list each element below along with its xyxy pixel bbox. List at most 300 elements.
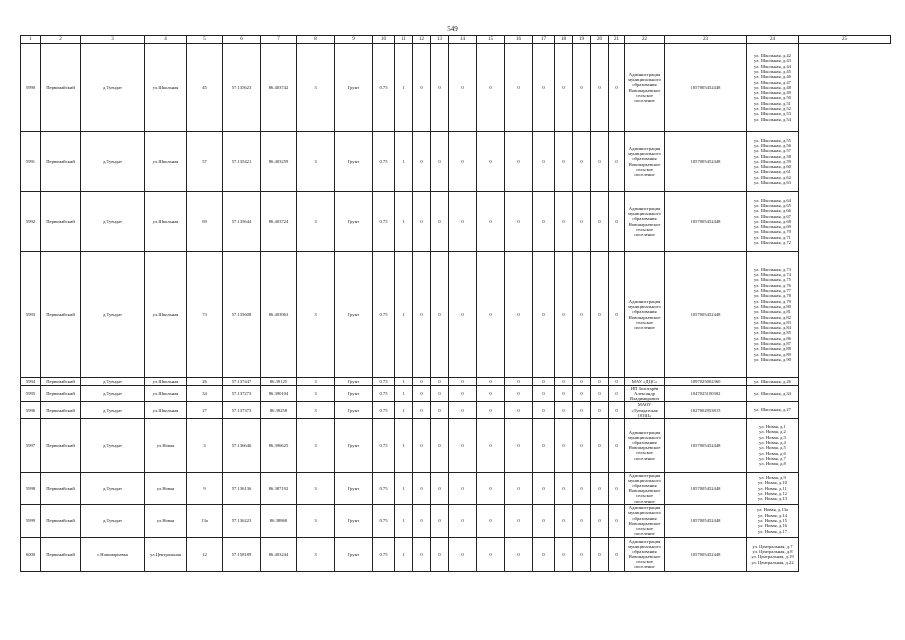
volume-cell: 0.75 — [373, 537, 395, 571]
address-line: ул. Новая, д.10 — [758, 480, 787, 486]
zero-value-cell: 0 — [591, 44, 609, 132]
served-addresses-cell — [747, 44, 799, 132]
served-addresses-cell — [747, 252, 799, 378]
zero-value-cell: 0 — [609, 472, 625, 504]
owner-cell: Администрация муниципального образования Новомарьевское сельское поселение — [625, 192, 665, 252]
address-line: ул. Школьная, д.58 — [754, 153, 791, 159]
zero-value-cell: 0 — [431, 132, 449, 192]
volume-cell: 0.75 — [373, 418, 395, 472]
zero-value-cell: 0 — [431, 252, 449, 378]
house-cell: 57 — [187, 132, 223, 192]
container-count-cell: 1 — [395, 378, 413, 386]
house-cell: 34 — [187, 386, 223, 402]
zero-value-cell: 0 — [449, 132, 477, 192]
column-number-cell: 19 — [573, 36, 591, 44]
container-count-cell: 1 — [395, 252, 413, 378]
latitude-cell: 57.137273 — [223, 386, 261, 402]
zero-value-cell: 0 — [533, 537, 555, 571]
zero-value-cell: 0 — [573, 252, 591, 378]
column-number-cell: 10 — [373, 36, 395, 44]
zero-value-cell: 0 — [533, 402, 555, 418]
served-addresses-cell — [747, 132, 799, 192]
zero-value-cell: 0 — [477, 132, 505, 192]
served-addresses-cell — [747, 192, 799, 252]
row-number-cell: 5990 — [21, 44, 41, 132]
zero-value-cell: 0 — [573, 418, 591, 472]
ogrn-cell: 1057005452448 — [665, 504, 747, 537]
zero-value-cell: 0 — [555, 44, 573, 132]
zero-value-cell: 0 — [505, 402, 533, 418]
column-number-cell: 23 — [665, 36, 747, 44]
district-cell: Первомайский — [41, 252, 81, 378]
district-cell: Первомайский — [41, 386, 81, 402]
address-line: ул. Новая, д.11 — [758, 485, 787, 491]
address-line: ул. Школьная, д.49 — [754, 90, 791, 96]
volume-cell: 0.75 — [373, 252, 395, 378]
settlement-cell: д.Туендат — [81, 44, 145, 132]
zero-value-cell: 0 — [413, 504, 431, 537]
address-line: ул. Центральная, д.8 — [752, 548, 793, 554]
ogrn-cell: 1047025100302 — [665, 386, 747, 402]
latitude-cell: 57.135421 — [223, 132, 261, 192]
street-cell: ул.Школьная — [145, 386, 187, 402]
address-line: ул. Школьная, д.65 — [754, 202, 791, 208]
settlement-cell: д.Туендат — [81, 192, 145, 252]
district-cell: Первомайский — [41, 402, 81, 418]
row-number-cell: 5994 — [21, 378, 41, 386]
container-count-cell: 1 — [395, 402, 413, 418]
volume-cell: 0.75 — [373, 132, 395, 192]
settlement-cell: д.Туендат — [81, 252, 145, 378]
zero-value-cell: 0 — [449, 472, 477, 504]
zero-value-cell: 0 — [413, 402, 431, 418]
address-line: ул. Школьная, д.74 — [754, 271, 791, 277]
table-row — [21, 378, 891, 386]
zero-value-cell: 0 — [533, 44, 555, 132]
owner-cell: Администрация муниципального образования Новомарьевское сельское поселение — [625, 472, 665, 504]
address-line: ул. Школьная, д.69 — [754, 224, 791, 230]
settlement-cell: д.Туендат — [81, 132, 145, 192]
table-row — [21, 192, 891, 252]
latitude-cell: 57.136223 — [223, 504, 261, 537]
address-line: ул. Школьная, д.56 — [754, 142, 791, 148]
address-line: ул. Школьная, д.64 — [754, 197, 791, 203]
house-cell: 13а — [187, 504, 223, 537]
column-8-cell: 3 — [297, 192, 335, 252]
column-8-cell: 3 — [297, 132, 335, 192]
latitude-cell: 57.137447 — [223, 378, 261, 386]
street-cell: ул.Школьная — [145, 402, 187, 418]
street-cell: ул.Школьная — [145, 252, 187, 378]
ogrn-cell: 1097025002360 — [665, 378, 747, 386]
column-number-cell: 14 — [449, 36, 477, 44]
longitude-cell: 86.390104 — [261, 386, 297, 402]
address-line: ул. Новая, д.5 — [759, 445, 786, 451]
column-8-cell: 3 — [297, 472, 335, 504]
house-cell: 69 — [187, 192, 223, 252]
volume-cell: 0.75 — [373, 402, 395, 418]
zero-value-cell: 0 — [533, 192, 555, 252]
longitude-cell: 86.396625 — [261, 418, 297, 472]
ogrn-cell: 1057005452448 — [665, 418, 747, 472]
zero-value-cell: 0 — [533, 418, 555, 472]
house-cell: 26 — [187, 378, 223, 386]
column-8-cell: 3 — [297, 504, 335, 537]
column-number-cell: 13 — [431, 36, 449, 44]
longitude-cell: 86.403742 — [261, 44, 297, 132]
zero-value-cell: 0 — [505, 192, 533, 252]
zero-value-cell: 0 — [413, 537, 431, 571]
column-number-cell: 22 — [625, 36, 665, 44]
column-number-cell: 6 — [223, 36, 261, 44]
table-row — [21, 386, 891, 402]
zero-value-cell: 0 — [413, 378, 431, 386]
served-addresses-cell — [747, 378, 799, 386]
longitude-cell: 86.403244 — [261, 537, 297, 571]
latitude-cell: 57.135644 — [223, 192, 261, 252]
zero-value-cell: 0 — [477, 472, 505, 504]
surface-cell: Грунт — [335, 402, 373, 418]
zero-value-cell: 0 — [477, 252, 505, 378]
surface-cell: Грунт — [335, 192, 373, 252]
address-line: ул. Школьная, д.45 — [754, 68, 791, 74]
address-line: ул. Школьная, д.61 — [754, 169, 791, 175]
zero-value-cell: 0 — [533, 252, 555, 378]
address-line: ул. Центральная, д.7 — [752, 543, 793, 549]
street-cell: ул.Новая — [145, 504, 187, 537]
address-line: ул. Школьная, д.57 — [754, 148, 791, 154]
longitude-cell: 86.403259 — [261, 132, 297, 192]
settlement-cell: д.Туендат — [81, 418, 145, 472]
address-line: ул. Школьная, д.83 — [754, 319, 791, 325]
address-line: ул. Новая, д.4 — [759, 440, 786, 446]
zero-value-cell: 0 — [431, 418, 449, 472]
owner-cell: Администрация муниципального образования Новомарьевское сельское поселение — [625, 252, 665, 378]
ogrn-cell: 1057005452448 — [665, 192, 747, 252]
table-row — [21, 402, 891, 418]
volume-cell: 0.75 — [373, 192, 395, 252]
district-cell: Первомайский — [41, 472, 81, 504]
column-8-cell: 3 — [297, 378, 335, 386]
address-line: ул. Школьная, д.34 — [754, 391, 791, 397]
column-number-cell: 9 — [335, 36, 373, 44]
settlement-cell: д.Туендат — [81, 402, 145, 418]
zero-value-cell: 0 — [555, 192, 573, 252]
zero-value-cell: 0 — [533, 504, 555, 537]
zero-value-cell: 0 — [413, 386, 431, 402]
surface-cell: Грунт — [335, 386, 373, 402]
column-number-cell: 16 — [505, 36, 533, 44]
address-line: ул. Школьная, д.88 — [754, 346, 791, 352]
street-cell: ул.Центральная — [145, 537, 187, 571]
volume-cell: 0.75 — [373, 472, 395, 504]
address-line: ул. Школьная, д.26 — [754, 378, 791, 384]
table-row — [21, 252, 891, 378]
zero-value-cell: 0 — [449, 44, 477, 132]
address-line: ул. Новая, д.6 — [759, 450, 786, 456]
address-line: ул. Центральная, д.19 — [751, 554, 794, 560]
address-line: ул. Школьная, д.42 — [754, 52, 791, 58]
address-line: ул. Школьная, д.67 — [754, 213, 791, 219]
address-line: ул. Школьная, д.55 — [754, 137, 791, 143]
zero-value-cell: 0 — [591, 386, 609, 402]
table-row — [21, 44, 891, 132]
zero-value-cell: 0 — [573, 192, 591, 252]
surface-cell: Грунт — [335, 132, 373, 192]
ogrn-cell: 1057005452448 — [665, 472, 747, 504]
longitude-cell: 86.403963 — [261, 252, 297, 378]
address-line: ул. Школьная, д.51 — [754, 100, 791, 106]
zero-value-cell: 0 — [413, 44, 431, 132]
zero-value-cell: 0 — [555, 378, 573, 386]
volume-cell: 0.75 — [373, 378, 395, 386]
zero-value-cell: 0 — [477, 537, 505, 571]
address-line: ул. Школьная, д.73 — [754, 266, 791, 272]
zero-value-cell: 0 — [573, 402, 591, 418]
address-line: ул. Школьная, д.27 — [754, 407, 791, 413]
container-count-cell: 1 — [395, 537, 413, 571]
owner-cell: Администрация муниципального образования Новомарьевское сельское поселение — [625, 537, 665, 571]
container-count-cell: 1 — [395, 472, 413, 504]
registry-table — [20, 35, 891, 572]
zero-value-cell: 0 — [555, 132, 573, 192]
address-line: ул. Новая, д.14 — [758, 512, 787, 518]
container-count-cell: 1 — [395, 192, 413, 252]
house-cell: 12 — [187, 537, 223, 571]
owner-cell: Администрация муниципального образования Новомарьевское сельское поселение — [625, 418, 665, 472]
column-number-cell: 25 — [799, 36, 891, 44]
address-line: ул. Новая, д.13 — [758, 496, 787, 502]
address-line: ул. Новая, д.12 — [758, 490, 787, 496]
zero-value-cell: 0 — [505, 252, 533, 378]
zero-value-cell: 0 — [609, 132, 625, 192]
address-line: ул. Школьная, д.62 — [754, 174, 791, 180]
zero-value-cell: 0 — [449, 402, 477, 418]
row-number-cell: 5993 — [21, 252, 41, 378]
street-cell: ул.Школьная — [145, 44, 187, 132]
address-line: ул. Школьная, д.89 — [754, 351, 791, 357]
volume-cell: 0.75 — [373, 386, 395, 402]
zero-value-cell: 0 — [555, 402, 573, 418]
zero-value-cell: 0 — [449, 537, 477, 571]
zero-value-cell: 0 — [449, 504, 477, 537]
address-line: ул. Школьная, д.87 — [754, 341, 791, 347]
zero-value-cell: 0 — [555, 472, 573, 504]
address-line: ул. Школьная, д.44 — [754, 63, 791, 69]
zero-value-cell: 0 — [555, 252, 573, 378]
address-line: ул. Школьная, д.46 — [754, 74, 791, 80]
zero-value-cell: 0 — [431, 386, 449, 402]
address-line: ул. Школьная, д.66 — [754, 208, 791, 214]
address-line: ул. Школьная, д.48 — [754, 84, 791, 90]
zero-value-cell: 0 — [449, 192, 477, 252]
column-number-cell: 4 — [145, 36, 187, 44]
served-addresses-cell — [747, 386, 799, 402]
address-line: ул. Новая, д.2 — [759, 429, 786, 435]
column-8-cell: 3 — [297, 537, 335, 571]
address-line: ул. Школьная, д.53 — [754, 111, 791, 117]
house-cell: 45 — [187, 44, 223, 132]
zero-value-cell: 0 — [505, 44, 533, 132]
zero-value-cell: 0 — [591, 537, 609, 571]
container-count-cell: 1 — [395, 386, 413, 402]
settlement-cell: д.Туендат — [81, 472, 145, 504]
row-number-cell: 5996 — [21, 402, 41, 418]
row-number-cell: 6000 — [21, 537, 41, 571]
ogrn-cell: 1057005452448 — [665, 132, 747, 192]
street-cell: ул.Новая — [145, 472, 187, 504]
house-cell: 27 — [187, 402, 223, 418]
zero-value-cell: 0 — [413, 252, 431, 378]
address-line: ул. Школьная, д.60 — [754, 164, 791, 170]
container-count-cell: 1 — [395, 44, 413, 132]
owner-cell: Администрация муниципального образования Новомарьевское сельское поселение — [625, 504, 665, 537]
zero-value-cell: 0 — [477, 378, 505, 386]
served-addresses-cell — [747, 472, 799, 504]
latitude-cell: 57.136136 — [223, 472, 261, 504]
zero-value-cell: 0 — [431, 192, 449, 252]
zero-value-cell: 0 — [505, 378, 533, 386]
served-addresses-cell — [747, 418, 799, 472]
zero-value-cell: 0 — [573, 537, 591, 571]
address-line: ул. Новая, д.9 — [759, 474, 786, 480]
latitude-cell: 57.135608 — [223, 252, 261, 378]
zero-value-cell: 0 — [573, 386, 591, 402]
column-number-cell: 17 — [533, 36, 555, 44]
column-number-cell: 11 — [395, 36, 413, 44]
table-row — [21, 472, 891, 504]
container-count-cell: 1 — [395, 132, 413, 192]
district-cell: Первомайский — [41, 537, 81, 571]
address-line: ул. Школьная, д.54 — [754, 116, 791, 122]
zero-value-cell: 0 — [573, 378, 591, 386]
zero-value-cell: 0 — [413, 132, 431, 192]
house-cell: 3 — [187, 418, 223, 472]
owner-cell: Администрация муниципального образования Новомарьевское сельское поселение — [625, 44, 665, 132]
zero-value-cell: 0 — [413, 418, 431, 472]
row-number-cell: 5997 — [21, 418, 41, 472]
settlement-cell: с.Новомарьевка — [81, 537, 145, 571]
column-8-cell: 3 — [297, 402, 335, 418]
address-line: ул. Школьная, д.78 — [754, 293, 791, 299]
zero-value-cell: 0 — [505, 386, 533, 402]
zero-value-cell: 0 — [573, 472, 591, 504]
header-row — [21, 36, 891, 44]
street-cell: ул.Школьная — [145, 192, 187, 252]
column-number-cell: 21 — [609, 36, 625, 44]
address-line: ул. Школьная, д.82 — [754, 314, 791, 320]
volume-cell: 0.75 — [373, 504, 395, 537]
column-number-cell: 20 — [591, 36, 609, 44]
row-number-cell: 5995 — [21, 386, 41, 402]
zero-value-cell: 0 — [591, 192, 609, 252]
column-number-cell: 5 — [187, 36, 223, 44]
zero-value-cell: 0 — [505, 537, 533, 571]
zero-value-cell: 0 — [431, 537, 449, 571]
column-number-cell: 7 — [261, 36, 297, 44]
address-line: ул. Школьная, д.72 — [754, 240, 791, 246]
settlement-cell: д.Туендат — [81, 386, 145, 402]
zero-value-cell: 0 — [505, 132, 533, 192]
address-line: ул. Новая, д.16 — [758, 523, 787, 529]
table-row — [21, 537, 891, 571]
column-number-cell: 1 — [21, 36, 41, 44]
address-line: ул. Школьная, д.86 — [754, 335, 791, 341]
address-line: ул. Школьная, д.85 — [754, 330, 791, 336]
district-cell: Первомайский — [41, 418, 81, 472]
address-line: ул. Центральная, д.22 — [751, 559, 794, 565]
zero-value-cell: 0 — [591, 504, 609, 537]
column-8-cell: 3 — [297, 252, 335, 378]
district-cell: Первомайский — [41, 192, 81, 252]
surface-cell: Грунт — [335, 252, 373, 378]
zero-value-cell: 0 — [413, 472, 431, 504]
address-line: ул. Новая, д.13а — [757, 507, 788, 513]
table-row — [21, 418, 891, 472]
zero-value-cell: 0 — [609, 378, 625, 386]
address-line: ул. Школьная, д.68 — [754, 218, 791, 224]
table-row — [21, 132, 891, 192]
zero-value-cell: 0 — [477, 386, 505, 402]
ogrn-cell: 1057005452448 — [665, 537, 747, 571]
zero-value-cell: 0 — [431, 44, 449, 132]
zero-value-cell: 0 — [505, 472, 533, 504]
address-line: ул. Новая, д.3 — [759, 434, 786, 440]
address-line: ул. Новая, д.15 — [758, 518, 787, 524]
zero-value-cell: 0 — [533, 386, 555, 402]
zero-value-cell: 0 — [591, 378, 609, 386]
longitude-cell: 86.38868 — [261, 504, 297, 537]
longitude-cell: 86.387192 — [261, 472, 297, 504]
address-line: ул. Школьная, д.47 — [754, 79, 791, 85]
zero-value-cell: 0 — [477, 402, 505, 418]
zero-value-cell: 0 — [591, 402, 609, 418]
zero-value-cell: 0 — [477, 44, 505, 132]
column-8-cell: 3 — [297, 418, 335, 472]
row-number-cell: 5991 — [21, 132, 41, 192]
latitude-cell: 57.137373 — [223, 402, 261, 418]
address-line: ул. Школьная, д.79 — [754, 298, 791, 304]
address-line: ул. Школьная, д.70 — [754, 229, 791, 235]
volume-cell: 0.75 — [373, 44, 395, 132]
zero-value-cell: 0 — [477, 504, 505, 537]
address-line: ул. Новая, д.8 — [759, 461, 786, 467]
served-addresses-cell — [747, 402, 799, 418]
longitude-cell: 86.39258 — [261, 402, 297, 418]
zero-value-cell: 0 — [555, 504, 573, 537]
house-cell: 9 — [187, 472, 223, 504]
zero-value-cell: 0 — [449, 418, 477, 472]
column-number-cell: 24 — [747, 36, 799, 44]
address-line: ул. Школьная, д.84 — [754, 325, 791, 331]
district-cell: Первомайский — [41, 132, 81, 192]
column-number-cell: 18 — [555, 36, 573, 44]
zero-value-cell: 0 — [609, 418, 625, 472]
latitude-cell: 57.158189 — [223, 537, 261, 571]
ogrn-cell: 1057005452448 — [665, 44, 747, 132]
surface-cell: Грунт — [335, 504, 373, 537]
longitude-cell: 86.39125 — [261, 378, 297, 386]
zero-value-cell: 0 — [449, 378, 477, 386]
settlement-cell: д.Туендат — [81, 378, 145, 386]
settlement-cell: д.Туендат — [81, 504, 145, 537]
column-8-cell: 3 — [297, 44, 335, 132]
latitude-cell: 57.136646 — [223, 418, 261, 472]
address-line: ул. Школьная, д.75 — [754, 277, 791, 283]
zero-value-cell: 0 — [533, 472, 555, 504]
served-addresses-cell — [747, 504, 799, 537]
container-count-cell: 1 — [395, 418, 413, 472]
